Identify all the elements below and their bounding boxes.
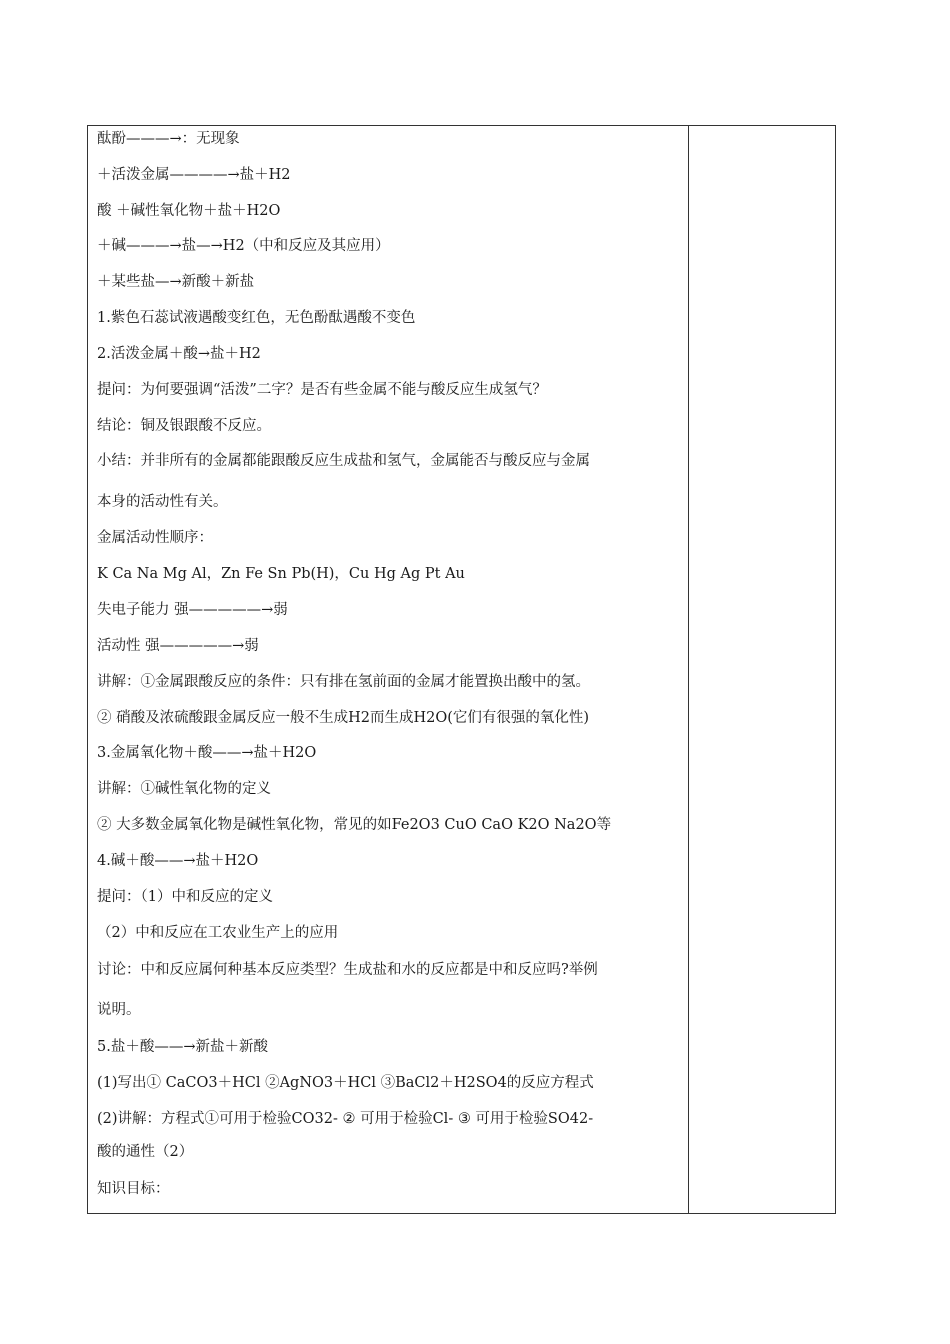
text-line: ② 硝酸及浓硫酸跟金属反应一般不生成H2而生成H2O(它们有很强的氧化性) [97,710,590,726]
text-line: (2)讲解：方程式①可用于检验CO32- ② 可用于检验Cl- ③ 可用于检验SO42- [97,1111,594,1127]
text-line: 2.活泼金属＋酸→盐＋H2 [97,346,261,362]
text-line: 酸 ＋碱性氧化物＋盐＋H2O [97,203,281,219]
lesson-table [87,125,836,1214]
text-line: 1.紫色石蕊试液遇酸变红色，无色酚酞遇酸不变色 [97,310,416,326]
text-line: 小结：并非所有的金属都能跟酸反应生成盐和氢气，金属能否与酸反应与金属 [97,453,590,469]
text-line: 酞酚———→：无现象 [97,131,240,147]
text-line: (1)写出① CaCO3＋HCl ②AgNO3＋HCl ③BaCl2＋H2SO4的反应方程式 [97,1075,594,1091]
text-line: 讨论：中和反应属何种基本反应类型？生成盐和水的反应都是中和反应吗?举例 [97,962,598,978]
text-line: K Ca Na Mg Al，Zn Fe Sn Pb(H)，Cu Hg Ag Pt Au [97,566,465,582]
text-line: ＋碱———→盐—→H2（中和反应及其应用） [97,238,390,254]
text-line: 说明。 [97,1002,141,1018]
text-line: 失电子能力 强—————→弱 [97,602,288,618]
text-line: ② 大多数金属氧化物是碱性氧化物，常见的如Fe2O3 CuO CaO K2O Na2O等 [97,817,612,833]
text-line: 4.碱＋酸——→盐＋H2O [97,853,259,869]
text-line: 结论：铜及银跟酸不反应。 [97,418,271,434]
text-line: （2）中和反应在工农业生产上的应用 [97,925,339,941]
text-line: 活动性 强—————→弱 [97,638,259,654]
text-line: 酸的通性（2） [97,1144,194,1160]
text-line: 5.盐＋酸——→新盐＋新酸 [97,1039,268,1055]
text-line: 讲解：①碱性氧化物的定义 [97,781,271,797]
text-line: 提问：为何要强调“活泼”二字？是否有些金属不能与酸反应生成氢气？ [97,382,547,398]
column-divider [688,126,689,1213]
text-line: 本身的活动性有关。 [97,494,228,510]
text-line: 提问：（1）中和反应的定义 [97,889,273,905]
text-line: ＋某些盐—→新酸＋新盐 [97,274,255,290]
text-line: 知识目标： [97,1181,170,1197]
text-line: 讲解：①金属跟酸反应的条件：只有排在氢前面的金属才能置换出酸中的氢。 [97,674,590,690]
text-line: 3.金属氧化物＋酸——→盐＋H2O [97,745,317,761]
text-line: 金属活动性顺序： [97,530,213,546]
text-line: ＋活泼金属————→盐＋H2 [97,167,291,183]
